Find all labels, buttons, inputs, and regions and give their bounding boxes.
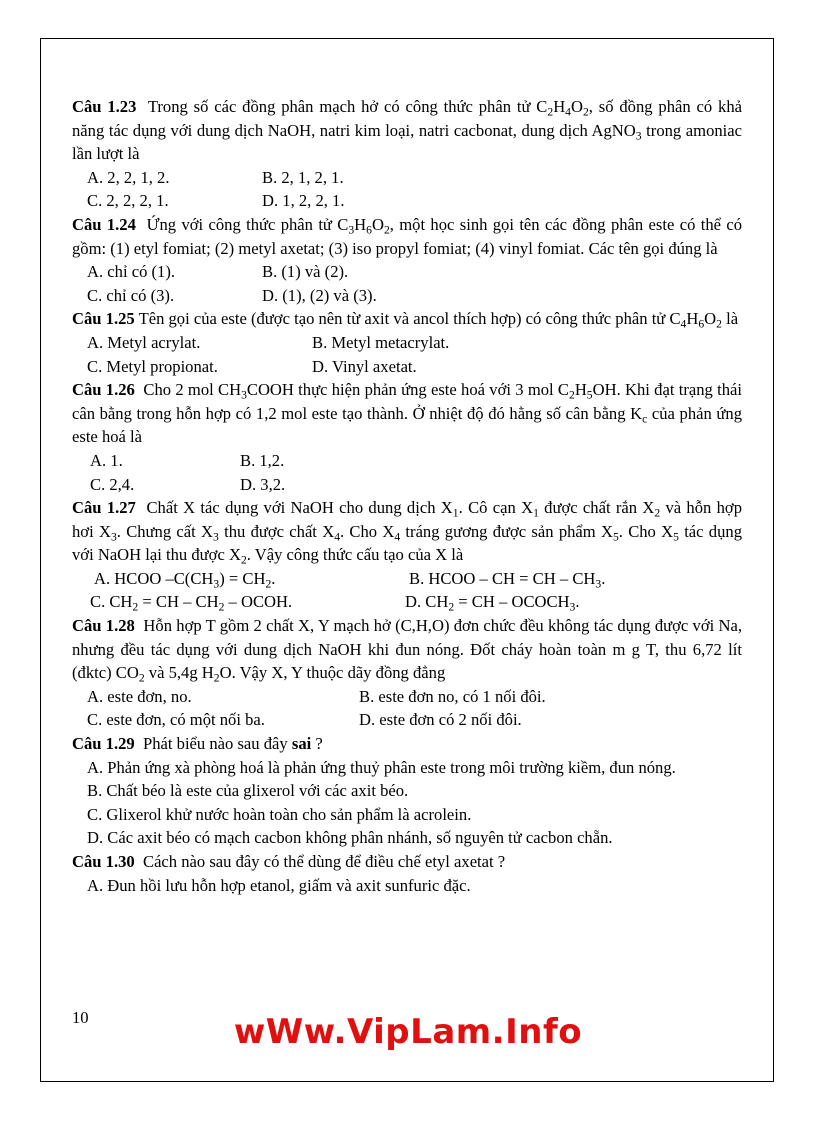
question-1-24 [72,213,742,307]
option-b: B. HCOO – CH = CH – $CH_3$. [409,568,606,591]
option-b: B. Metyl metacrylat. [312,332,450,352]
options-row [72,567,742,591]
option-b: B. 1,2. [240,450,285,470]
question-stem: Câu 1.26 Cho 2 mol $CH_3COOH$ thực hiện phản ứng este hoá với 3 mol $C_2H_5OH$. Khi đạt trạng thái cân bằng trong hỗn hợp có 1,2 mol este tạo thành. Ở nhiệt độ đó hằng số cân bằng $K_c$ của phản ứng este hoá là [72,380,742,447]
question-stem: Câu 1.24 Ứng với công thức phân tử $C_3H_6O_2$, một học sinh gọi tên các đồng phân este có thể có gồm: (1) etyl fomiat; (2) metyl axetat; (3) iso propyl fomiat; (4) vinyl fomiat. Các tên gọi đúng là [72,214,743,258]
question-stem: Câu 1.25 Tên gọi của este (được tạo nên từ axit và ancol thích hợp) có công thức phân tử $C_4H_6O_2$ là [72,309,739,331]
options-row [72,284,742,308]
question-number: Câu 1.27 [72,498,136,518]
options-row [72,473,742,497]
question-1-27 [72,496,742,614]
question-number: Câu 1.30 [72,852,135,871]
question-stem: Câu 1.27 Chất X tác dụng với NaOH cho dung dịch $X_1$. Cô cạn $X_1$ được chất rắn $X_2$ và hỗn hợp hơi $X_3$. Chưng cất $X_3$ thu được chất $X_4$. Cho $X_4$ tráng gương được sản phẩm $X_5$. Cho $X_5$ tác dụng với NaOH lại thu được $X_2$. Vậy công thức cấu tạo của X là [72,498,742,567]
options-row [72,449,742,473]
question-number: Câu 1.24 [72,214,136,234]
question-stem: Câu 1.23 Trong số các đồng phân mạch hở có công thức phân tử $C_2H_4O_2$, số đồng phân có khả năng tác dụng với dung dịch NaOH, natri kim loại, natri cacbonat, dung dịch AgNO$_3$ trong amoniac lần lượt là [72,97,743,164]
options-row [72,331,742,355]
option-a: A. Phản ứng xà phòng hoá là phản ứng thuỷ phân este trong môi trường kiềm, đun nóng. [87,757,676,777]
option-d: D. (1), (2) và (3). [262,285,377,305]
option-a: A. chỉ có (1). [87,262,176,282]
question-number: Câu 1.23 [72,97,137,116]
option-c: C. este đơn, có một nối ba. [87,710,265,730]
option-d: D. este đơn có 2 nối đôi. [359,710,522,730]
question-number: Câu 1.29 [72,734,135,754]
options-row [72,685,742,709]
option-a: A. este đơn, no. [87,686,192,706]
option-a: A. 1. [90,450,123,470]
option-c: C. Glixerol khử nước hoàn toàn cho sản phẩm là acrolein. [87,804,472,824]
question-stem: Câu 1.29 Phát biểu nào sau đây sai ? [72,734,323,754]
option-d: D. 3,2. [240,474,286,494]
page-number: 10 [72,1008,89,1027]
question-1-29 [72,732,742,850]
option-c: C. Metyl propionat. [87,356,218,376]
question-number: Câu 1.26 [72,380,135,400]
option-d: D. 1, 2, 2, 1. [262,191,345,211]
document-body [72,95,742,897]
option-d: D. $CH_2$ = CH – $OCOCH_3$. [405,592,580,614]
site-watermark: wWw.VipLam.Info [233,1012,583,1052]
option-b: B. este đơn no, có 1 nối đôi. [359,686,546,706]
question-stem: Câu 1.30 Cách nào sau đây có thể dùng để điều chế etyl axetat ? [72,852,506,871]
option-c: C. chỉ có (3). [87,285,175,305]
option-a: A. Metyl acrylat. [87,332,201,352]
option-c: C. $CH_2$ = CH – $CH_2$ – OCOH. [90,592,293,614]
option-a: A. Đun hồi lưu hỗn hợp etanol, giấm và axit sunfuric đặc. [87,875,471,895]
option-c: C. 2,4. [90,474,135,494]
question-1-26 [72,378,742,496]
options-row [72,708,742,732]
option-c: C. 2, 2, 2, 1. [87,191,169,211]
options-row [72,260,742,284]
question-1-25 [72,307,742,378]
option-d: D. Vinyl axetat. [312,356,417,376]
option-b: B. 2, 1, 2, 1. [262,167,344,187]
option-b: B. Chất béo là este của glixerol với các axit béo. [87,781,409,801]
question-1-23 [72,95,742,213]
options-row [72,189,742,213]
options-row [72,166,742,190]
question-1-28 [72,614,742,732]
options-row [72,355,742,379]
question-1-30 [72,850,742,897]
option-d: D. Các axit béo có mạch cacbon không phân nhánh, số nguyên tử cacbon chẵn. [87,828,613,848]
question-stem: Câu 1.28 Hỗn hợp T gồm 2 chất X, Y mạch hở (C,H,O) đơn chức đều không tác dụng được với Na, nhưng đều tác dụng với dung dịch NaOH khi đun nóng. Đốt cháy hoàn toàn m g T, thu 6,72 lít (đktc) $CO_2$ và 5,4g $H_2O$. Vậy X, Y thuộc dãy đồng đẳng [72,616,743,685]
option-b: B. (1) và (2). [262,262,349,282]
question-number: Câu 1.28 [72,616,135,636]
option-a: A. 2, 2, 1, 2. [87,167,170,187]
options-row [72,590,742,614]
question-number: Câu 1.25 [72,309,135,329]
option-a: A. HCOO $-C(CH_3) = CH_2$. [94,568,276,591]
